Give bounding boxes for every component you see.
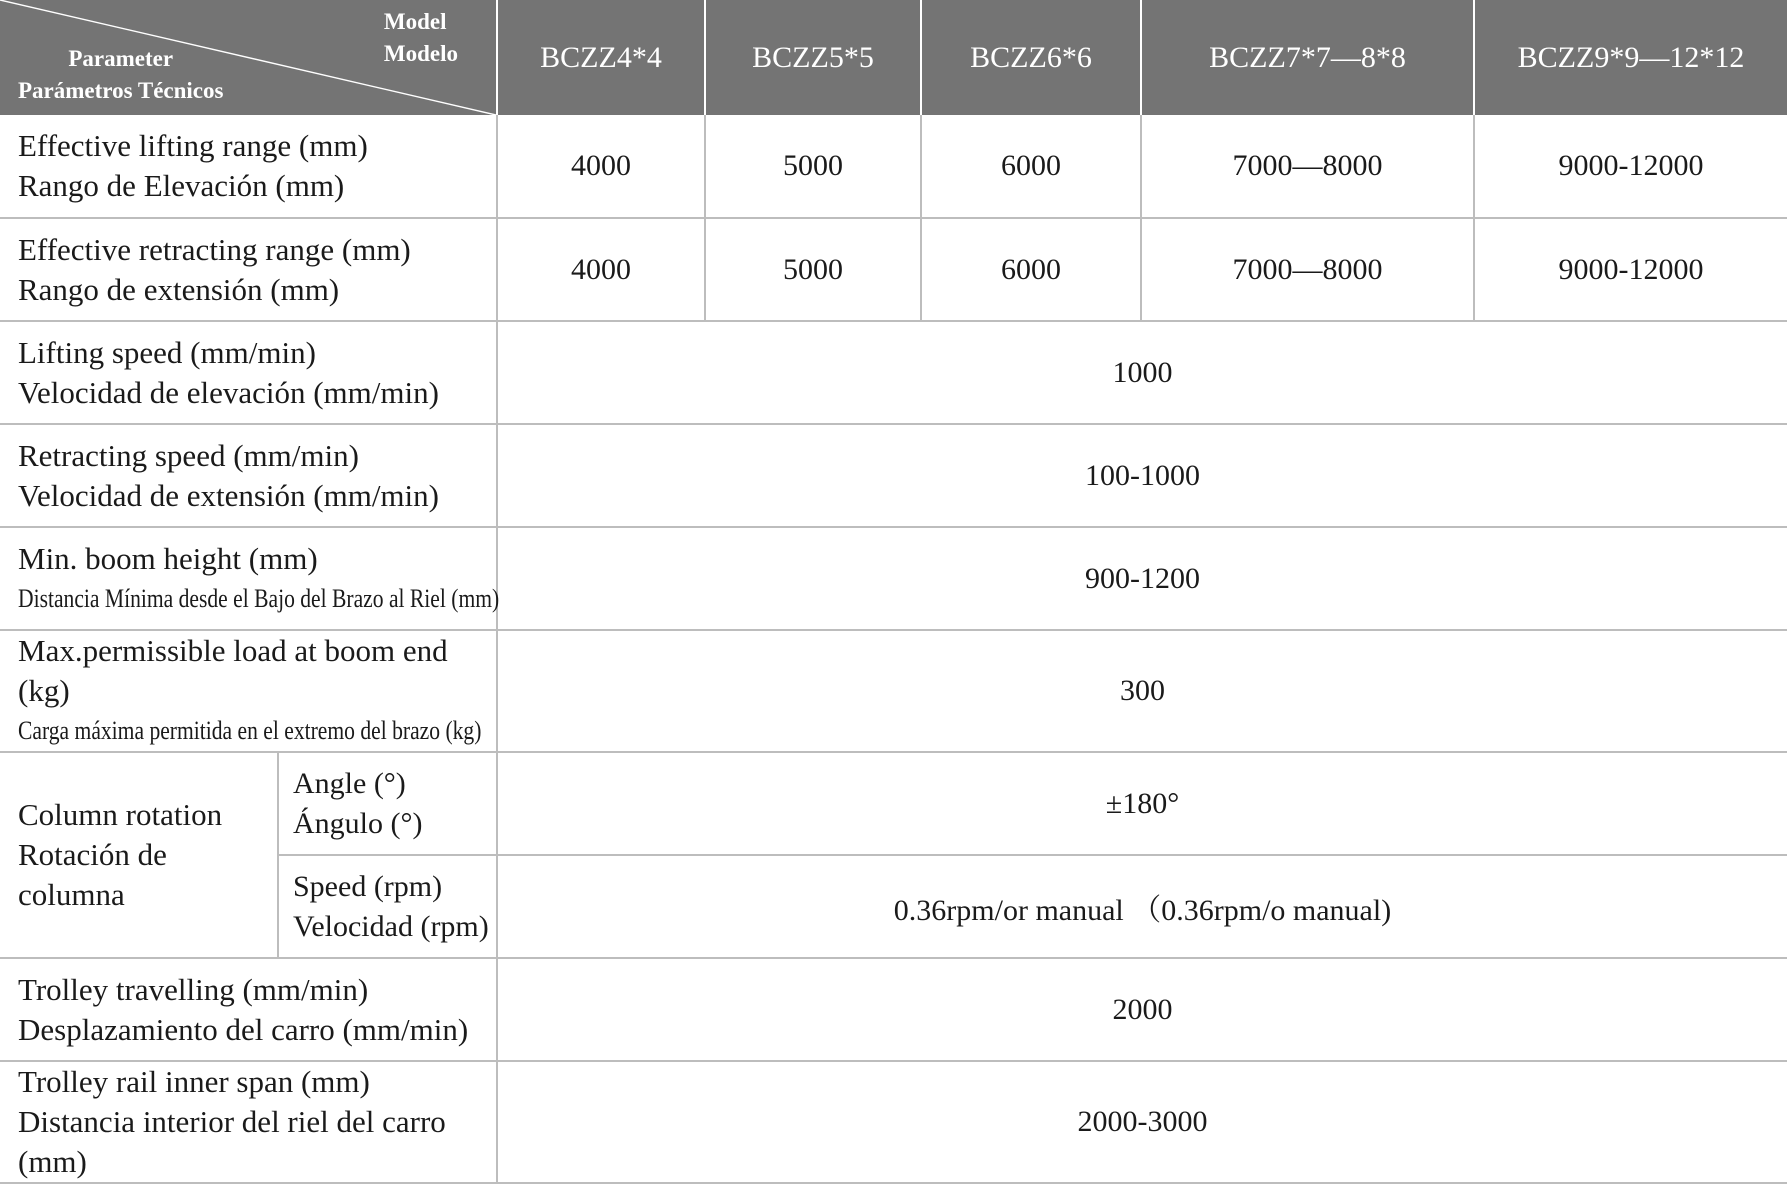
value-cell: 900-1200 <box>497 527 1787 630</box>
value-cell: 4000 <box>497 115 705 218</box>
row-label <box>0 630 497 752</box>
table-row-retracting-range <box>0 218 1787 321</box>
row-label <box>0 218 497 321</box>
label-es: Ángulo (°) <box>293 806 423 840</box>
header-row <box>0 0 1787 115</box>
table-row-rotation-angle <box>0 752 1787 855</box>
label-en: Column rotation <box>18 797 223 832</box>
table-row-lifting-speed <box>0 321 1787 424</box>
label-es: Velocidad de elevación (mm/min) <box>18 374 439 410</box>
label-en: Angle (°) <box>293 766 406 800</box>
sub-label-speed <box>278 855 497 958</box>
model-header-bczz7-8: BCZZ7*7—8*8 <box>1141 0 1474 115</box>
label-en: Effective retracting range (mm) <box>18 231 411 267</box>
corner-model-label <box>384 6 458 70</box>
label-en: Trolley rail inner span (mm) <box>18 1064 370 1099</box>
model-header-bczz4: BCZZ4*4 <box>497 0 705 115</box>
param-es: Parámetros Técnicos <box>18 78 224 103</box>
model-header-bczz6: BCZZ6*6 <box>921 0 1141 115</box>
param-en: Parameter <box>68 46 174 71</box>
value-cell: 7000—8000 <box>1141 115 1474 218</box>
label-es: Distancia interior del riel del carro (mm) <box>18 1104 446 1179</box>
label-en: Min. boom height (mm) <box>18 540 318 576</box>
label-en: Max.permissible load at boom end (kg) <box>18 633 448 708</box>
label-es: Rango de extensión (mm) <box>18 271 340 307</box>
label-es: Velocidad de extensión (mm/min) <box>18 477 439 513</box>
row-label <box>0 958 497 1061</box>
row-label <box>0 115 497 218</box>
sub-label-angle <box>278 752 497 855</box>
label-es: Desplazamiento del carro (mm/min) <box>18 1011 469 1047</box>
model-header-bczz9-12: BCZZ9*9—12*12 <box>1474 0 1787 115</box>
label-en: Lifting speed (mm/min) <box>18 334 316 370</box>
label-es: Carga máxima permitida en el extremo del brazo (kg) <box>18 716 482 745</box>
table-row-max-load <box>0 630 1787 752</box>
value-cell: 1000 <box>497 321 1787 424</box>
label-en: Trolley travelling (mm/min) <box>18 971 369 1007</box>
value-cell: 7000—8000 <box>1141 218 1474 321</box>
value-cell: 100-1000 <box>497 424 1787 527</box>
value-cell: 6000 <box>921 218 1141 321</box>
label-en: Retracting speed (mm/min) <box>18 437 359 473</box>
value-cell: ±180° <box>497 752 1787 855</box>
corner-parameter-label <box>18 43 223 107</box>
label-es: Velocidad (rpm) <box>293 909 489 943</box>
value-cell: 6000 <box>921 115 1141 218</box>
table-row-trolley-travel <box>0 958 1787 1061</box>
value-cell: 2000-3000 <box>497 1061 1787 1183</box>
value-cell: 4000 <box>497 218 705 321</box>
label-es: Rango de Elevación (mm) <box>18 168 345 203</box>
model-es: Modelo <box>383 41 458 66</box>
value-cell: 5000 <box>705 115 921 218</box>
value-cell: 5000 <box>705 218 921 321</box>
value-cell: 9000-12000 <box>1474 115 1787 218</box>
label-es: Distancia Mínima desde el Bajo del Brazo al Riel (mm) <box>18 583 500 613</box>
table-row-rail-span <box>0 1061 1787 1183</box>
value-cell: 9000-12000 <box>1474 218 1787 321</box>
label-en: Effective lifting range (mm) <box>18 128 368 163</box>
row-label <box>0 527 500 630</box>
label-en: Speed (rpm) <box>293 869 443 903</box>
row-group-label <box>0 752 278 958</box>
table-row-boom-height <box>0 527 1787 630</box>
model-en: Model <box>383 9 447 34</box>
value-cell: 0.36rpm/or manual （0.36rpm/o manual) <box>497 855 1787 958</box>
value-cell: 2000 <box>497 958 1787 1061</box>
table-row-retracting-speed <box>0 424 1787 527</box>
row-label <box>0 424 497 527</box>
row-label <box>0 1061 497 1183</box>
row-label <box>0 321 497 424</box>
header-corner-cell <box>0 0 497 115</box>
label-es: Rotación de columna <box>18 837 167 912</box>
value-cell: 300 <box>497 630 1787 752</box>
table-row-lifting-range <box>0 115 1787 218</box>
model-header-bczz5: BCZZ5*5 <box>705 0 921 115</box>
